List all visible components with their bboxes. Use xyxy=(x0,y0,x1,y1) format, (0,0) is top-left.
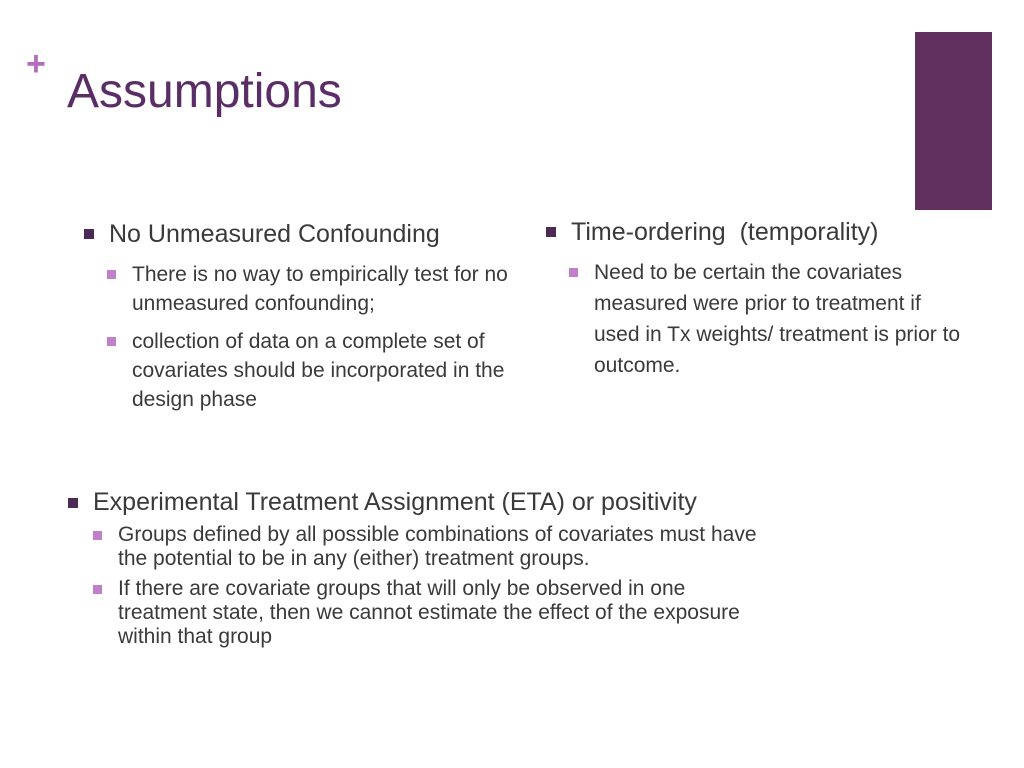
square-bullet-icon xyxy=(84,229,94,239)
square-bullet-icon xyxy=(107,270,116,279)
square-bullet-icon xyxy=(546,227,556,237)
left-column xyxy=(84,218,514,414)
plus-icon: + xyxy=(26,45,46,83)
bullet-heading-eta xyxy=(68,488,758,517)
square-bullet-icon xyxy=(107,337,116,346)
heading-text: Time-ordering (temporality) xyxy=(571,218,879,246)
right-column xyxy=(546,216,966,381)
accent-bar xyxy=(915,32,992,210)
square-bullet-icon xyxy=(68,498,78,508)
sub-bullet-text: collection of data on a complete set of covariates should be incorporated in the design phase xyxy=(132,330,505,411)
sub-bullet-text: Groups defined by all possible combinations of covariates must have the potential to be in any (either) treatment groups. xyxy=(118,523,757,570)
heading-text: Experimental Treatment Assignment (ETA) or positivity xyxy=(93,488,697,516)
sub-bullet-item xyxy=(107,260,514,318)
square-bullet-icon xyxy=(93,531,102,540)
sub-bullet-item xyxy=(107,327,514,414)
sub-bullet-text: There is no way to empirically test for no unmeasured confounding; xyxy=(132,263,508,315)
bullet-heading-confounding xyxy=(84,218,514,250)
sub-bullet-item xyxy=(93,577,758,649)
slide-title: Assumptions xyxy=(67,65,342,118)
heading-text: No Unmeasured Confounding xyxy=(109,220,440,248)
sub-bullet-item xyxy=(569,257,966,381)
sub-bullet-text: Need to be certain the covariates measured were prior to treatment if used in Tx weights/ treatment is prior to outcome. xyxy=(594,261,961,377)
sub-bullet-text: If there are covariate groups that will only be observed in one treatment state, then we cannot estimate the effect of the exposure within that group xyxy=(118,577,740,648)
bottom-section xyxy=(68,488,758,649)
sub-bullet-item xyxy=(93,523,758,571)
square-bullet-icon xyxy=(93,585,102,594)
square-bullet-icon xyxy=(569,268,578,277)
bullet-heading-time-ordering xyxy=(546,216,966,248)
